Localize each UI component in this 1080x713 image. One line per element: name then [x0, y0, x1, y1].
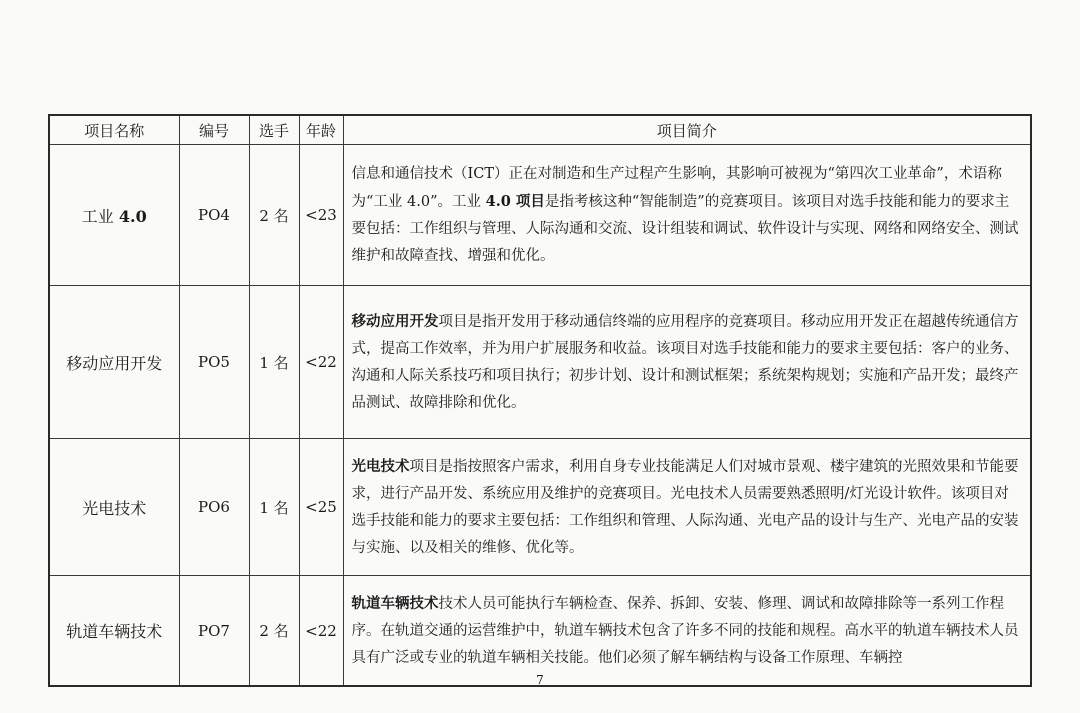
intro-bold-term: 光电技术 [351, 457, 410, 475]
cell-age: <23 [299, 145, 343, 286]
table-header-row [49, 115, 1031, 145]
cell-item-name: 光电技术 [49, 439, 179, 576]
cell-players: 1 名 [249, 286, 299, 439]
competition-items-table [48, 114, 1032, 687]
intro-bold-term: 移动应用开发 [351, 312, 439, 330]
cell-age: <25 [299, 439, 343, 576]
header-age: 年龄 [299, 115, 343, 145]
header-code: 编号 [179, 115, 249, 145]
cell-intro [343, 439, 1031, 576]
cell-intro [343, 145, 1031, 286]
cell-players: 1 名 [249, 439, 299, 576]
cell-code: PO4 [179, 145, 249, 286]
intro-bold-term: 4.0 项目 [485, 192, 545, 210]
item-name-version: 4.0 [118, 206, 147, 226]
cell-code: PO7 [179, 576, 249, 687]
cell-players: 2 名 [249, 576, 299, 687]
header-item-name: 项目名称 [49, 115, 179, 145]
cell-code: PO5 [179, 286, 249, 439]
intro-text: 项目是指按照客户需求，利用自身专业技能满足人们对城市景观、楼宇建筑的光照效果和节能要求，进行产品开发、系统应用及维护的竞赛项目。光电技术人员需要熟悉照明/灯光设计软件。该项目对选手技能和能力的要求主要包括：工作组织和管理、人际沟通、光电产品的设计与生产、光电产品的安装与实施、以及相关的维修、优化等。 [351, 458, 1019, 556]
cell-item-name [49, 145, 179, 286]
header-players: 选手 [249, 115, 299, 145]
cell-item-name: 轨道车辆技术 [49, 576, 179, 687]
table-row [49, 576, 1031, 687]
item-name-text: 工业 [81, 206, 119, 226]
header-intro: 项目简介 [343, 115, 1031, 145]
page-number: 7 [536, 673, 544, 687]
cell-age: <22 [299, 286, 343, 439]
intro-bold-term: 轨道车辆技术 [351, 594, 439, 612]
cell-item-name: 移动应用开发 [49, 286, 179, 439]
cell-age: <22 [299, 576, 343, 687]
cell-code: PO6 [179, 439, 249, 576]
intro-text: 技术人员可能执行车辆检查、保养、拆卸、安装、修理、调试和故障排除等一系列工作程序。在轨道交通的运营维护中，轨道车辆技术包含了许多不同的技能和规程。高水平的轨道车辆技术人员具有广泛或专业的轨道车辆相关技能。他们必须了解车辆结构与设备工作原理、车辆控 [351, 595, 1019, 666]
cell-intro [343, 286, 1031, 439]
cell-intro [343, 576, 1031, 687]
intro-text-start: 信息和通信技术（ICT）正在对制造和生产过程产生影响，其影响可被视为“第四次工业革命”，术语称为“工业 4.0”。工业 [351, 165, 1002, 210]
cell-players: 2 名 [249, 145, 299, 286]
intro-text-end: 是指考核这种“智能制造”的竞赛项目。该项目对选手技能和能力的要求主要包括：工作组织与管理、人际沟通和交流、设计组装和调试、软件设计与实现、网络和网络安全、测试维护和故障查找、增强和优化。 [351, 193, 1019, 264]
table-row [49, 286, 1031, 439]
intro-text: 项目是指开发用于移动通信终端的应用程序的竞赛项目。移动应用开发正在超越传统通信方式，提高工作效率，并为用户扩展服务和收益。该项目对选手技能和能力的要求主要包括：客户的业务、沟通和人际关系技巧和项目执行；初步计划、设计和测试框架；系统架构规划；实施和产品开发；最终产品测试、故障排除和优化。 [351, 313, 1019, 411]
table-row [49, 145, 1031, 286]
table-row [49, 439, 1031, 576]
